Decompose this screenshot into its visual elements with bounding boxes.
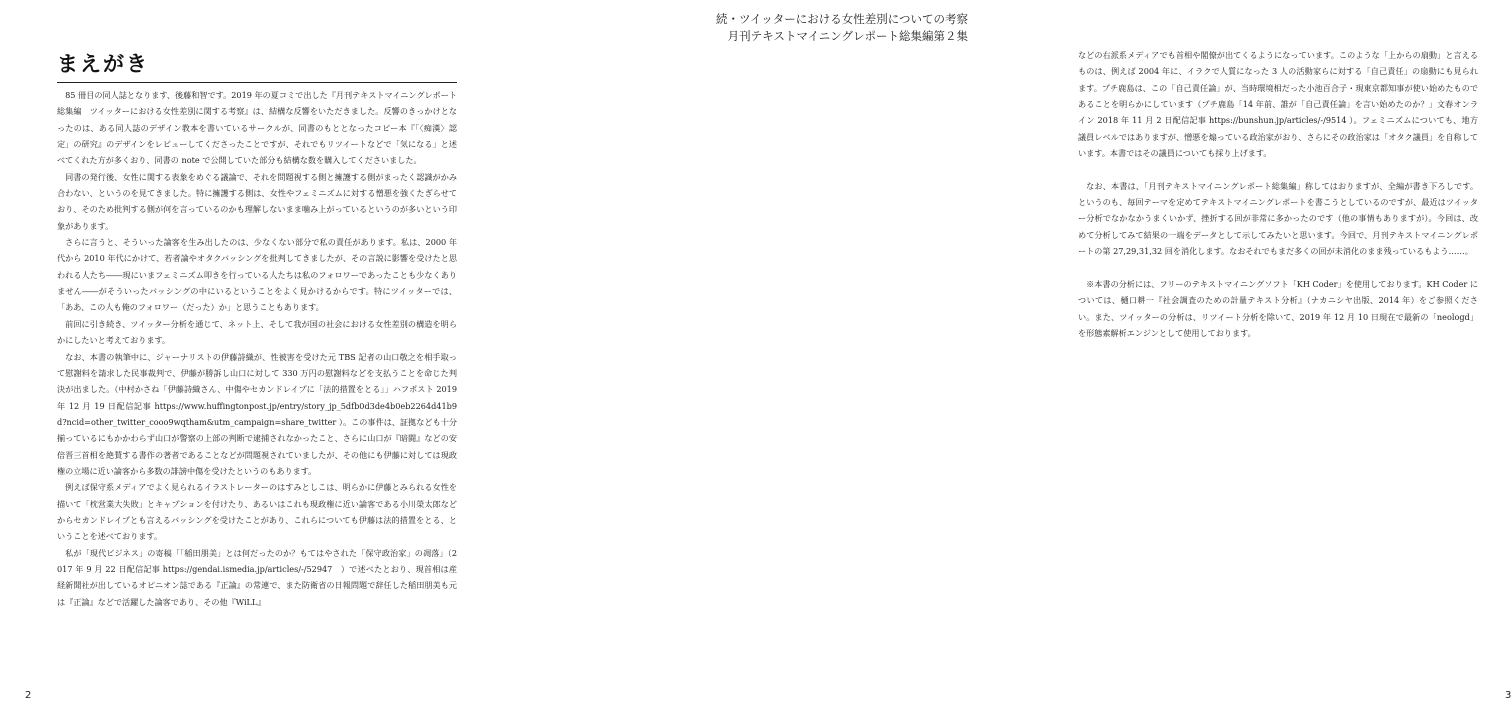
paragraph: なお、本書の執筆中に、ジャーナリストの伊藤詩織が、性被害を受けた元 TBS 記者の山口敬之を相手取って慰謝料を請求した民事裁判で、伊藤が勝訴し山口に対して 330 万円の慰謝料などを支払うことを命じた判決が出ました。（中村かさね「伊藤詩織さん、中傷やセカンドレイプに「法的措置をとる」」ハフポスト 2019 年 12 月 19 日配信記事 https://www.huffingtonpost.jp/entry/story_jp_5dfb0d3de4b0eb2264d41b9d?ncid=other_twitter_cooo9wqtham&utm_campaign=share_twitter ）。この事件は、証拠なども十分揃っているにもかかわらず山口が警察の上部の判断で逮捕されなかったこと、さらに山口が『暗闘』などの安倍晋三首相を絶賛する書作の著者であることなどが問題視されていましたが、その他にも伊藤に対しては現政権の立場に近い論客から多数の誹謗中傷を受けたというのもあります。: [57, 351, 457, 476]
paragraph: ※本書の分析には、フリーのテキストマイニングソフト「KH Coder」を使用しております。KH Coder については、樋口耕一『社会調査のための計量テキスト分析』（ナカニシヤ出版、2014 年）をご参照ください。また、ツイッターの分析は、リツイート分析を除いて、2019 年 12 月 10 日現在で最新の「neologd」を形態素解析エンジンとして使用しております。: [1078, 278, 1478, 338]
paragraph: 私が「現代ビジネス」の寄稿「「稲田朋美」とは何だったのか？もてはやされた「保守政治家」の凋落」（2017 年 9 月 22 日配信記事 https://gendai.ismedia.jp/articles/-/52947 ）で述べたとおり、現首相は産経新聞社が出しているオピニオン誌である『正論』の常連で、また防衛省の日報問題で辞任した稲田朋美も元は『正論』などで活躍した論客であり、その他『WiLL』: [57, 547, 457, 607]
paragraph: などの右派系メディアでも首相や閣僚が出てくるようになっています。このような「上からの扇動」と言えるものは、例えば 2004 年に、イラクで人質になった 3 人の活動家らに対する「自己責任」の扇動にも見られます。プチ鹿島は、この「自己責任論」が、当時環境相だった小池百合子・現東京都知事が使い始めたものであることを明らかにしています（プチ鹿島「14 年前、誰が「自己責任論」を言い始めたのか？」文春オンライン 2018 年 11 月 2 日配信記事 https://bunshun.jp/articles/-/9514 ）。フェミニズムについても、地方議員レベルではありますが、憎悪を煽っている政治家がおり、さらにその政治家は「オタク議員」を自称しています。本書ではその議員についても採り上げます。: [1078, 50, 1478, 159]
paragraph: 85 冊目の同人誌となります、後藤和智です。2019 年の夏コミで出した『月刊テキストマイニングレポート総集編 ツイッターにおける女性差別に関する考察』は、結構な反響をいただきました。反響のきっかけとなったのは、ある同人誌のデザイン教本を書いているサークルが、同書のもととなったコピー本『「〈痴漢〉認定」の研究』のデザインをレビューしてくださったことですが、それでもリツイートなどで「気になる」と述べてくれた方が多くおり、同書の note で公開していた部分も結構な数を購入してくださいました。: [57, 90, 457, 166]
right-page: [512, 0, 1511, 726]
page-number-right: 3: [1505, 690, 1511, 701]
page-number-left: 2: [25, 690, 32, 701]
chapter-title: まえがき: [57, 50, 457, 83]
header-line-2: 月刊テキストマイニングレポート総集編第２集: [727, 29, 968, 43]
paragraph: さらに言うと、そういった論客を生み出したのは、少なくない部分で私の責任があります。私は、2000 年代から 2010 年代にかけて、若者論やオタクバッシングを批判してきましたが、その言説に影響を受けたと思われる人たち――現にいまフェミニズム叩きを行っている人たちは私のフォロワーであったことも少なくありません――がそういったバッシングの中にいるということをよく見かけるからです。特にツイッターでは、「ああ、この人も俺のフォロワー（だった）か」と思うこともあります。: [57, 237, 457, 313]
left-page-body: [57, 87, 457, 610]
paragraph: 同書の発行後、女性に関する表象をめぐる議論で、それを問題視する側と擁護する側がまったく認識がかみ合わない、というのを見てきました。特に擁護する側は、女性やフェミニズムに対する憎悪を強くたぎらせており、そのため批判する側が何を言っているのかも理解しないまま噛み上がっているというのが多いという印象があります。: [57, 171, 457, 231]
paragraph: なお、本書は、「月刊テキストマイニングレポート総集編」称してはおりますが、全編が書き下ろしです。というのも、毎回テーマを定めてテキストマイニングレポートを書こうとしているのですが、最近はツイッター分析でなかなかうまくいかず、挫折する回が非常に多かったのです（他の事情もありますが）。今回は、改めて分析してみて結果の一端をデータとして示してみたいと思います。今回で、月刊テキストマイニングレポートの第 27,29,31,32 回を消化します。なおそれでもまだ多くの回が未消化のまま残っているもよう……。: [1078, 180, 1478, 257]
running-header: [548, 11, 968, 45]
paragraph: 前回に引き続き、ツイッター分析を通じて、ネット上、そして我が国の社会における女性差別の構造を明らかにしたいと考えております。: [57, 318, 457, 346]
right-page-body: [1078, 47, 1478, 341]
paragraph: 例えば保守系メディアでよく見られるイラストレーターのはすみとしこは、明らかに伊藤とみられる女性を描いて「枕営業大失敗」とキャプションを付けたり、あるいはこれも現政権に近い論客である小川榮太郎などからセカンドレイプとも言えるバッシングを受けたことがあり、これらについても伊藤は法的措置をとる、ということを述べております。: [57, 482, 457, 542]
left-page: [0, 0, 512, 726]
header-line-1: 続・ツイッターにおける女性差別についての考察: [716, 12, 968, 26]
